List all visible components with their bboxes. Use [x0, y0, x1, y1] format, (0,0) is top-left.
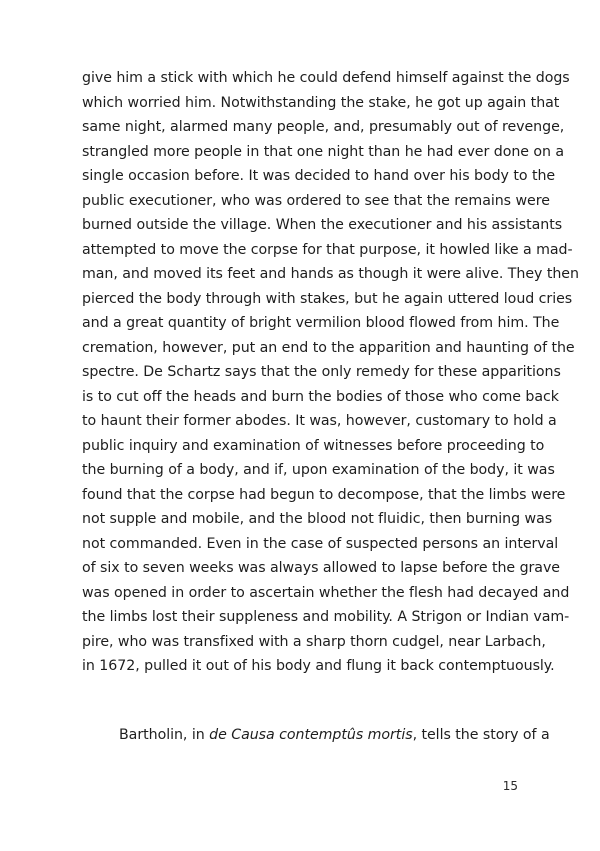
text-line: give him a stick with which he could defend himself against the dogs: [82, 70, 570, 86]
text-line: strangled more people in that one night than he had ever done on a: [82, 143, 565, 160]
body-paragraph: [82, 66, 579, 679]
text-line: cremation, however, put an end to the apparition and haunting of the: [82, 339, 575, 356]
text-line: and a great quantity of bright vermilion blood flowed from him. The: [82, 315, 560, 331]
text-line: the limbs lost their suppleness and mobility. A Strigon or Indian vam-: [82, 609, 570, 625]
text-line: spectre. De Schartz says that the only remedy for these apparitions: [82, 364, 561, 380]
text-line: man, and moved its feet and hands as though it were alive. They then: [82, 266, 579, 282]
text-line: same night, alarmed many people, and, presumably out of revenge,: [82, 119, 565, 135]
text-line: single occasion before. It was decided to hand over his body to the: [82, 168, 556, 184]
text-run: , tells the story of a: [412, 727, 550, 743]
page-number: 15: [502, 779, 518, 793]
book-title-italic: de Causa contemptûs mortis: [209, 727, 413, 743]
text-line: to haunt their former abodes. It was, however, customary to hold a: [82, 413, 557, 429]
text-line: [82, 723, 550, 748]
text-line: of six to seven weeks was always allowed to lapse before the grave: [82, 560, 560, 576]
text-line: not commanded. Even in the case of suspected persons an interval: [82, 535, 559, 552]
text-line: in 1672, pulled it out of his body and flung it back contemptuously.: [82, 658, 555, 674]
text-line: which worried him. Notwithstanding the stake, he got up again that: [82, 94, 560, 111]
text-line: was opened in order to ascertain whether the flesh had decayed and: [82, 584, 570, 601]
text-line: found that the corpse had begun to decompose, that the limbs were: [82, 486, 566, 503]
text-line: pire, who was transfixed with a sharp thorn cudgel, near Larbach,: [82, 633, 546, 650]
text-run: Bartholin, in: [119, 727, 210, 743]
text-line: public executioner, who was ordered to see that the remains were: [82, 192, 550, 209]
text-line: not supple and mobile, and the blood not fluidic, then burning was: [82, 511, 553, 527]
text-line: burned outside the village. When the executioner and his assistants: [82, 217, 563, 233]
body-paragraph: [82, 723, 550, 748]
text-line: the burning of a body, and if, upon examination of the body, it was: [82, 462, 555, 478]
text-line: public inquiry and examination of witnesses before proceeding to: [82, 437, 545, 454]
text-line: is to cut off the heads and burn the bodies of those who come back: [82, 388, 559, 405]
text-line: pierced the body through with stakes, but he again uttered loud cries: [82, 290, 573, 307]
text-line: attempted to move the corpse for that purpose, it howled like a mad-: [82, 241, 573, 258]
